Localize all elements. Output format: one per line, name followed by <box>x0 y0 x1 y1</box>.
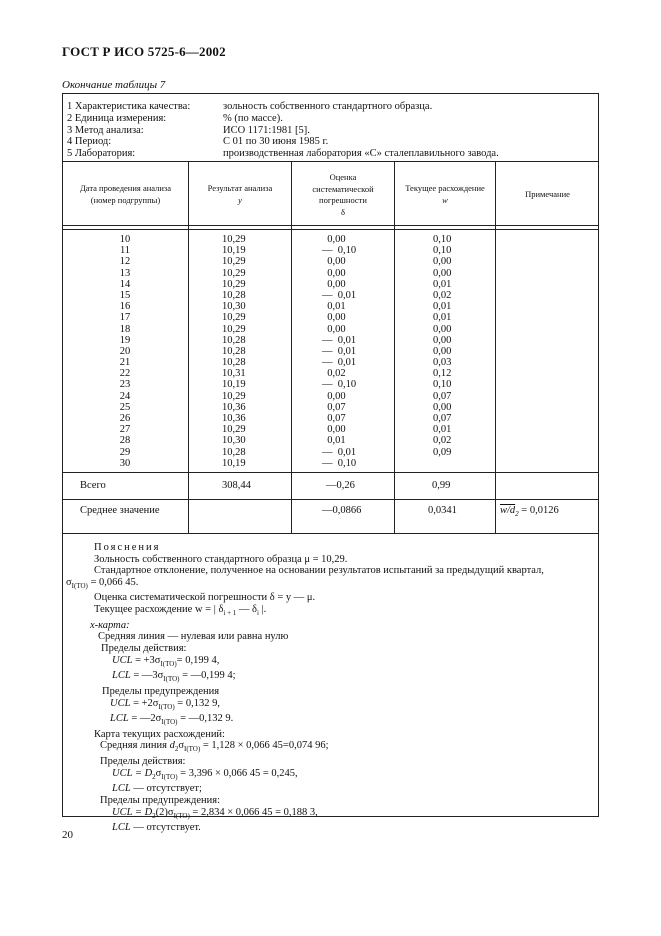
note-line: Оценка систематической погрешности δ = y — μ. <box>94 592 316 604</box>
note-line: UCL = $+3\sigma_{I(TO)}= 0,199$ 4, <box>112 654 220 668</box>
table-cell: 0,07 <box>322 413 346 424</box>
table-cell: 19 <box>119 334 131 346</box>
table-cell: 0,00 <box>322 234 346 245</box>
header-note: Примечание <box>525 189 570 199</box>
table-cell: 0,01 <box>433 312 452 324</box>
table-cell: 10,30 <box>222 301 246 313</box>
characteristics-labels <box>67 101 190 160</box>
note-line: Пределы предупреждения: <box>100 795 221 807</box>
mean-bias: —0,0866 <box>322 505 362 516</box>
column-bias-values <box>322 234 382 469</box>
table-cell: 0,07 <box>322 401 346 413</box>
table-cell: 0,01 <box>322 301 346 313</box>
char-value-1: зольность собственного стандартного образца. <box>223 101 433 112</box>
page-number: 20 <box>62 829 73 841</box>
table-cell: 0,10 <box>433 234 452 245</box>
table-cell: — 0,01 <box>322 446 357 458</box>
table-cell: — 0,10 <box>322 245 357 257</box>
char-label-4: 4 Период: <box>67 136 112 148</box>
rule-after-characteristics <box>62 161 599 162</box>
table-cell: 11 <box>119 245 131 257</box>
table-cell: — 0,01 <box>322 357 357 369</box>
note-line: LCL — отсутствует. <box>112 822 201 834</box>
table-cell: 10,19 <box>222 245 246 257</box>
table-cell: 21 <box>119 357 131 369</box>
table-cell: 0,09 <box>433 446 452 458</box>
document-header: ГОСТ Р ИСО 5725-6—2002 <box>62 44 226 59</box>
table-cell: — 0,01 <box>322 345 357 357</box>
table-cell: 10,29 <box>222 256 246 268</box>
table-cell: 17 <box>119 312 131 324</box>
table-cell: 0,00 <box>322 278 346 290</box>
table-cell: 0,07 <box>433 390 452 402</box>
rule-double-header <box>62 229 599 230</box>
char-value-3: ИСО 1171:1981 [5]. <box>223 124 310 136</box>
table-cell: 0,03 <box>433 357 452 369</box>
mean-note: $w/d_2 = 0,0126$ <box>500 505 559 519</box>
table-cell: — 0,10 <box>322 457 357 469</box>
note-line: LCL — отсутствует; <box>112 783 202 795</box>
table-cell: 15 <box>119 289 131 301</box>
note-line: Пределы действия: <box>101 642 187 654</box>
char-value-2: % (по массе). <box>223 112 283 124</box>
note-line: UCL = $D_2\sigma_{I(TO)} = 3,396 \times 0,066$ 45 = 0,245, <box>112 767 298 781</box>
table-cell: — 0,01 <box>322 334 357 346</box>
note-line: LCL = $—2\sigma_{I(TO)}$ = —0,132 9. <box>110 713 234 727</box>
table-cell: 0,01 <box>433 278 452 290</box>
table-cell: 30 <box>119 457 131 469</box>
rule-after-data <box>62 472 599 473</box>
note-line: Стандартное отклонение, полученное на основании результатов испытаний за предыдущий квартал, <box>94 565 544 577</box>
table-cell: 12 <box>119 256 131 268</box>
char-label-3: 3 Метод анализа: <box>67 124 144 136</box>
note-line: x-карта: <box>90 619 130 631</box>
table-cell: 25 <box>119 401 131 413</box>
col-divider-4 <box>495 161 496 533</box>
col-divider-3 <box>394 161 395 533</box>
mean-label: Среднее значение <box>80 505 160 516</box>
table-cell: 10,30 <box>222 435 246 447</box>
rule-after-mean <box>62 533 599 534</box>
table-cell: 10,28 <box>222 446 246 458</box>
characteristics-values <box>223 101 499 160</box>
table-cell: 26 <box>119 413 131 424</box>
char-value-4: С 01 по 30 июня 1985 г. <box>223 136 329 148</box>
char-label-2: 2 Единица измерения: <box>67 112 167 124</box>
table-cell: 10,29 <box>222 234 246 245</box>
table-cell: 10 <box>119 234 131 245</box>
table-cell: 0,00 <box>322 323 346 335</box>
table-cell: 10,29 <box>222 424 246 436</box>
table-cell: 0,00 <box>433 323 452 335</box>
table-cell: 0,00 <box>433 345 452 357</box>
table-cell: 0,10 <box>433 245 452 257</box>
table-cell: 0,00 <box>322 256 346 268</box>
table-cell: 29 <box>119 446 131 458</box>
mean-range: 0,0341 <box>428 505 457 516</box>
table-cell: 10,29 <box>222 390 246 402</box>
header-bias: Оценка систематической погрешности δ <box>312 172 374 217</box>
table-continuation-caption: Окончание таблицы 7 <box>62 79 166 91</box>
table-cell: 0,02 <box>322 368 346 380</box>
header-range: Текущее расхождение w <box>405 183 485 205</box>
note-line: Зольность собственного стандартного образца μ = 10,29. <box>94 553 348 565</box>
column-date-values <box>110 234 140 469</box>
table-cell: 10,29 <box>222 312 246 324</box>
column-result-values <box>222 234 262 469</box>
note-line: LCL = $—3\sigma_{I(TO)}$ = —0,199 4; <box>112 670 236 684</box>
table-cell: 0,10 <box>433 379 452 391</box>
table-cell: 0,07 <box>433 413 452 424</box>
table-cell: 0,00 <box>322 267 346 279</box>
table-cell: 10,36 <box>222 413 246 424</box>
table-cell: 0,02 <box>433 435 452 447</box>
table-cell: 0,01 <box>433 424 452 436</box>
table-cell: 0,00 <box>433 256 452 268</box>
table-cell: 22 <box>119 368 131 380</box>
notes-block <box>66 542 596 834</box>
table-cell: 10,28 <box>222 357 246 369</box>
table-cell: 0,00 <box>322 424 346 436</box>
table-cell: 10,19 <box>222 379 246 391</box>
table-cell: 10,31 <box>222 368 246 380</box>
table-cell: 24 <box>119 390 131 402</box>
total-label: Всего <box>80 480 106 491</box>
col-divider-1 <box>188 161 189 533</box>
note-line: Пределы предупреждения <box>102 685 220 697</box>
note-line: Пределы действия: <box>100 756 186 768</box>
table-cell: 10,28 <box>222 345 246 357</box>
header-result: Результат анализа y <box>207 183 273 205</box>
notes-title: Пояснения <box>94 542 161 553</box>
table-cell: 0,00 <box>433 267 452 279</box>
table-cell <box>433 458 473 469</box>
note-line: UCL = $D_2(2)\sigma_{I(TO)} = 2,834 \times 0,066$ 45 = 0,188 3, <box>112 806 318 820</box>
table-cell: — 0,01 <box>322 289 357 301</box>
char-label-1: 1 Характеристика качества: <box>67 101 191 112</box>
table-cell: 10,28 <box>222 289 246 301</box>
total-range: 0,99 <box>432 480 451 491</box>
table-cell: 10,19 <box>222 457 246 469</box>
note-line: Текущее расхождение w = | $\delta_{i + 1}$ — $\delta_i$ |. <box>94 604 267 618</box>
rule-after-column-headers <box>62 225 599 226</box>
table-cell: 20 <box>119 345 131 357</box>
table-cell: 27 <box>119 424 131 436</box>
total-bias: —0,26 <box>326 480 355 491</box>
table-cell: 13 <box>119 267 131 279</box>
table-cell: 10,29 <box>222 278 246 290</box>
table-cell: 10,28 <box>222 334 246 346</box>
table-cell: 16 <box>119 301 131 313</box>
table-cell: 0,00 <box>433 401 452 413</box>
total-result: 308,44 <box>222 480 251 491</box>
table-cell: 14 <box>119 278 131 290</box>
table-cell: 0,01 <box>322 435 346 447</box>
header-date: Дата проведения анализа (номер подгруппы) <box>79 183 172 205</box>
table-cell: 28 <box>119 435 131 447</box>
table-cell: 0,00 <box>322 312 346 324</box>
table-cell: 10,29 <box>222 323 246 335</box>
note-line: $\sigma_{I(TO)} = 0,066$ 45. <box>66 576 139 590</box>
table-cell: 23 <box>119 379 131 391</box>
table-cell: — 0,10 <box>322 379 357 391</box>
table-cell: 10,36 <box>222 401 246 413</box>
column-range-values <box>433 234 473 469</box>
table-cell: 0,00 <box>322 390 346 402</box>
table-cell: 0,01 <box>433 301 452 313</box>
table-cell: 0,02 <box>433 289 452 301</box>
note-line: Карта текущих расхождений: <box>94 728 225 740</box>
note-line: Средняя линия $d_2\sigma_{I(TO)} = 1,128 \times 0,066$ 45=0,074 96; <box>100 740 329 754</box>
char-label-5: 5 Лаборатория: <box>67 148 136 160</box>
rule-after-total <box>62 499 599 500</box>
table-cell: 0,00 <box>433 334 452 346</box>
table-cell: 0,12 <box>433 368 452 380</box>
char-value-5: производственная лаборатория «С» сталеплавильного завода. <box>223 148 499 160</box>
table-cell: 18 <box>119 323 131 335</box>
note-line: UCL = $+2\sigma_{I(TO)} = 0,132$ 9, <box>110 697 220 711</box>
table-cell: 10,29 <box>222 267 246 279</box>
note-line: Средняя линия — нулевая или равна нулю <box>98 631 289 643</box>
